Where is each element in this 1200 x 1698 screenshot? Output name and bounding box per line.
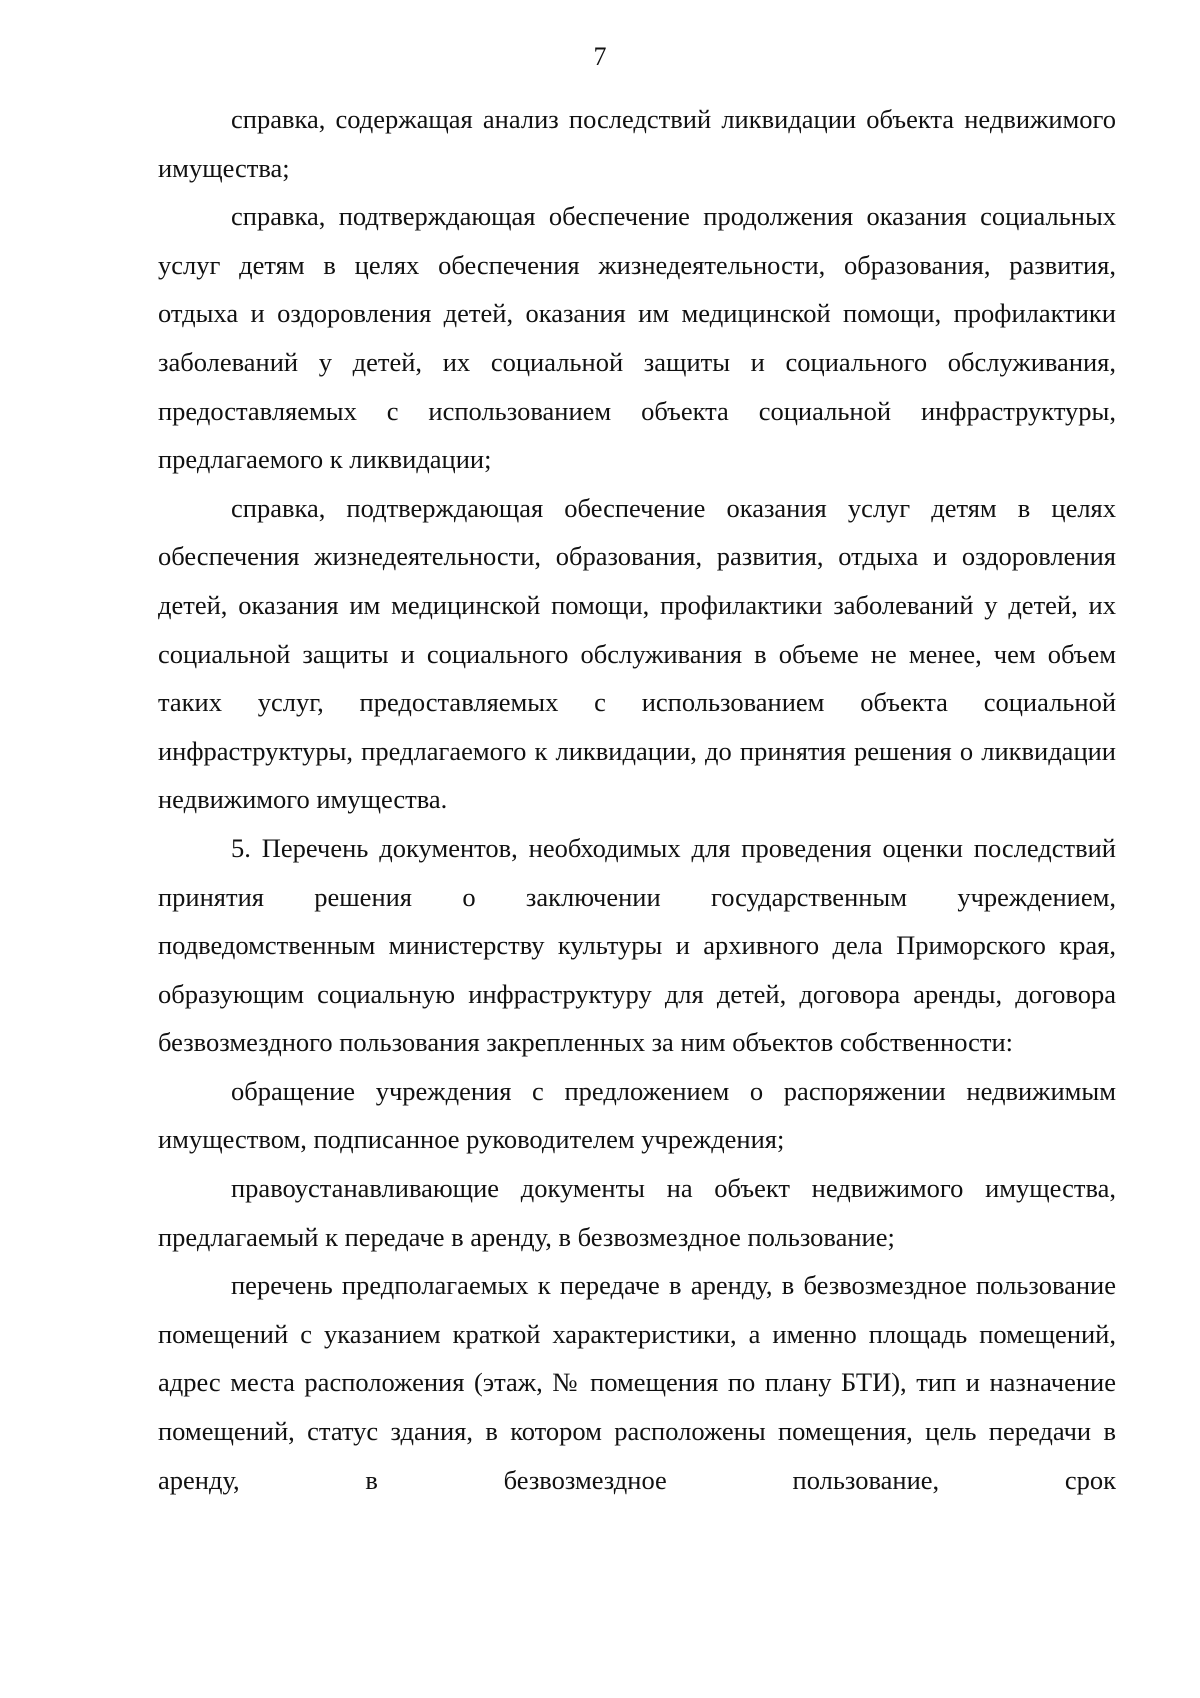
page-number: 7: [593, 42, 607, 71]
paragraph-services-volume: справка, подтверждающая обеспечение оказания услуг детям в целях обеспечения жизнедеятельности, образования, развития, отдыха и оздоровления детей, оказания им медицинской помощи, профилактики заболеваний у детей, их социальной защиты и социального обслуживания в объеме не менее, чем объем таких услуг, предоставляемых с использованием объекта социальной инфраструктуры, предлагаемого к ликвидации, до принятия решения о ликвидации недвижимого имущества.: [158, 492, 1116, 815]
document-body: [158, 95, 1116, 1504]
paragraph-section-5-documents-list: 5. Перечень документов, необходимых для проведения оценки последствий принятия решения о заключении государственным учреждением, подведомственным министерству культуры и архивного дела Приморского края, образующим социальную инфраструктуру для детей, договора аренды, договора безвозмездного пользования закрепленных за ним объектов собственности:: [158, 832, 1116, 1058]
paragraph-premises-list: перечень предполагаемых к передаче в аренду, в безвозмездное пользование помещений с указанием краткой характеристики, а именно площадь помещений, адрес места расположения (этаж, № помещения по плану БТИ), тип и назначение помещений, статус здания, в котором расположены помещения, цель передачи в аренду, в безвозмездное пользование, срок: [158, 1270, 1116, 1495]
paragraph-continuation-of-services: справка, подтверждающая обеспечение продолжения оказания социальных услуг детям в целях обеспечения жизнедеятельности, образования, развития, отдыха и оздоровления детей, оказания им медицинской помощи, профилактики заболеваний у детей, их социальной защиты и социального обслуживания, предоставляемых с использованием объекта социальной инфраструктуры, предлагаемого к ликвидации;: [158, 201, 1116, 475]
paragraph-liquidation-analysis: справка, содержащая анализ последствий ликвидации объекта недвижимого имущества;: [158, 104, 1116, 183]
paragraph-title-documents: правоустанавливающие документы на объект недвижимого имущества, предлагаемый к передаче в аренду, в безвозмездное пользование;: [158, 1173, 1116, 1252]
paragraph-institution-request: обращение учреждения с предложением о распоряжении недвижимым имуществом, подписанное руководителем учреждения;: [158, 1075, 1116, 1155]
